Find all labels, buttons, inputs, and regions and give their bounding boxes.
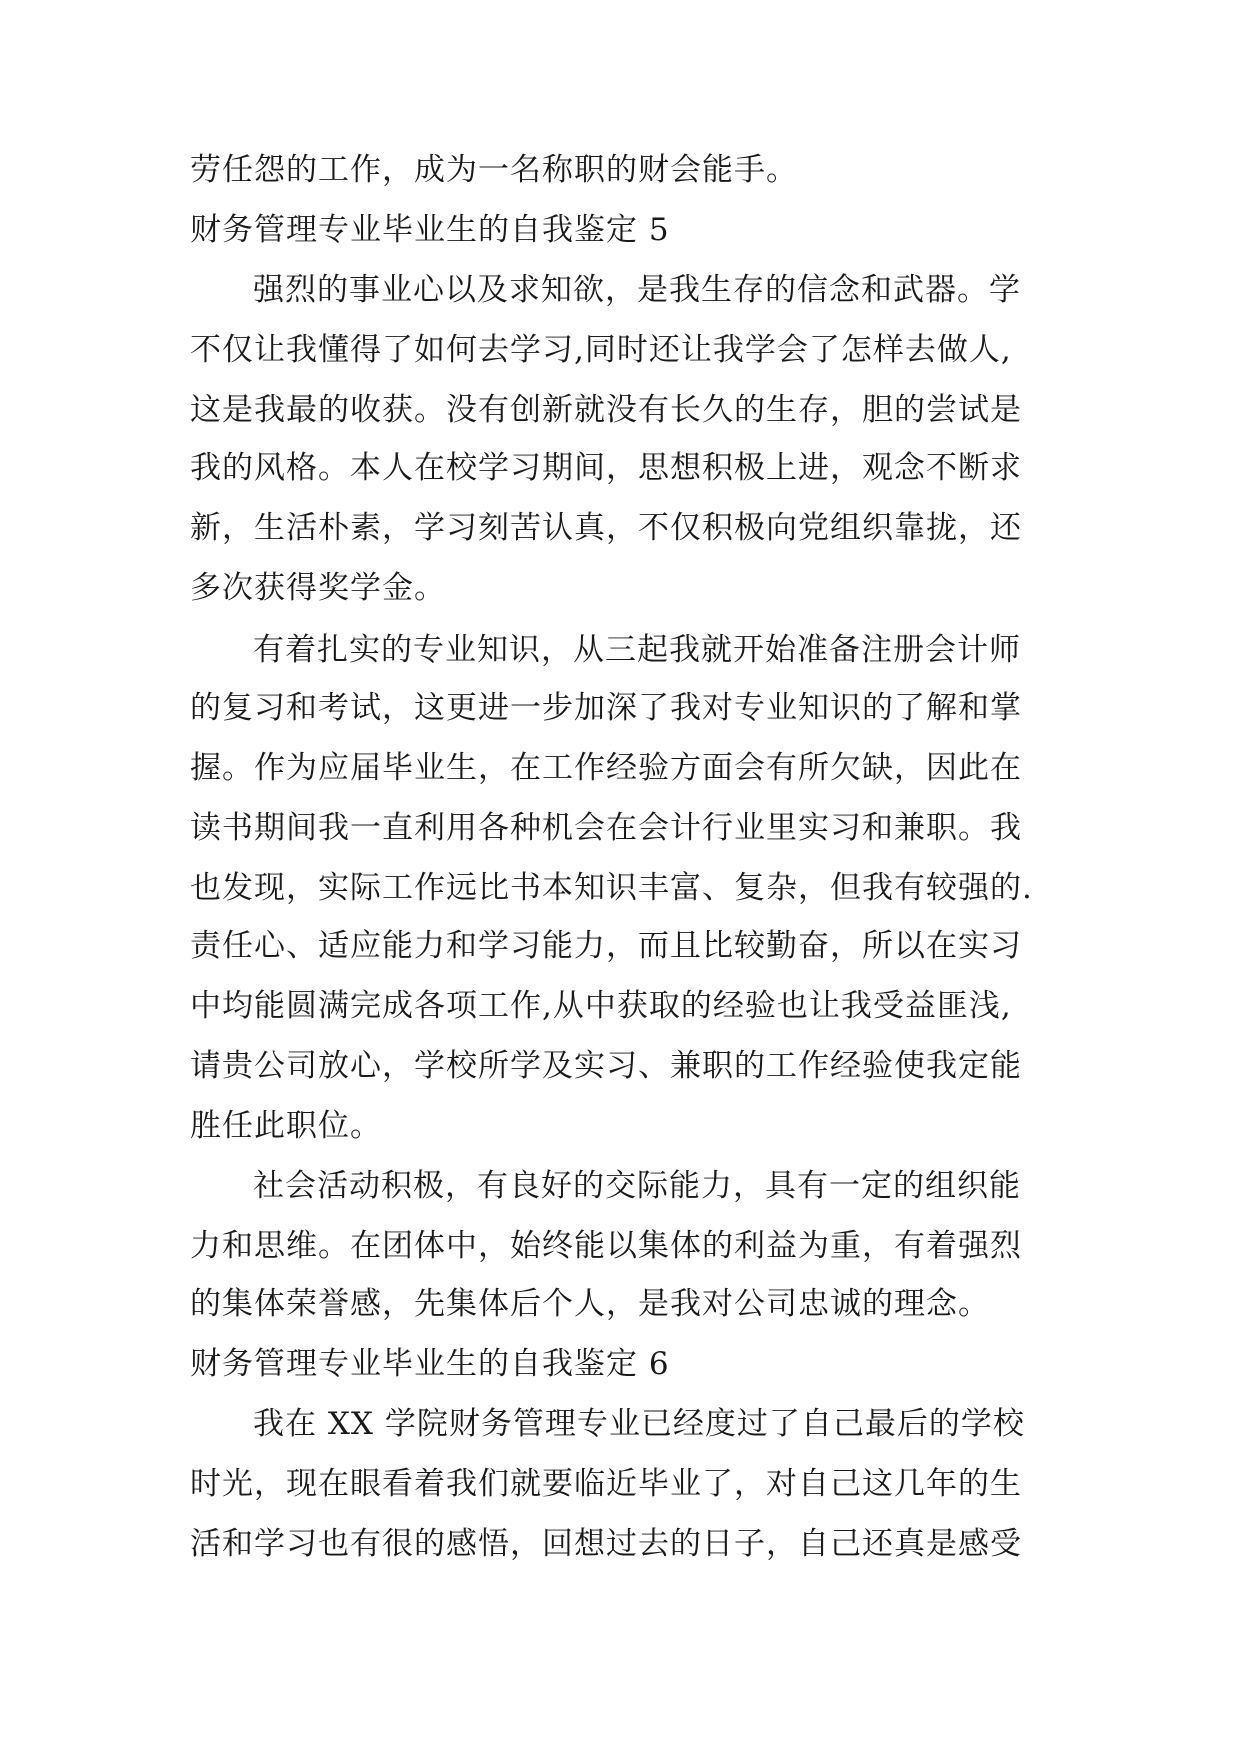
- text-line: 也发现，实际工作远比书本知识丰富、复杂，但我有较强的.: [190, 870, 1033, 906]
- text-line: 时光，现在眼看着我们就要临近毕业了，对自己这几年的生: [190, 1466, 1022, 1502]
- text-line: 握。作为应届毕业生，在工作经验方面会有所欠缺，因此在: [190, 750, 1022, 786]
- text-line: 读书期间我一直利用各种机会在会计行业里实习和兼职。我: [190, 810, 1022, 846]
- paragraph-first-line: 有着扎实的专业知识，从三起我就开始准备注册会计师: [253, 632, 1021, 668]
- text-line: 胜任此职位。: [190, 1108, 382, 1144]
- text-line: 我的风格。本人在校学习期间，思想积极上进，观念不断求: [190, 450, 1022, 486]
- text-line: 力和思维。在团体中，始终能以集体的利益为重，有着强烈: [190, 1228, 1022, 1264]
- text-line: 不仅让我懂得了如何去学习,同时还让我学会了怎样去做人,: [190, 332, 1012, 368]
- text-line: 劳任怨的工作，成为一名称职的财会能手。: [190, 152, 798, 188]
- text-line: 这是我最的收获。没有创新就没有长久的生存，胆的尝试是: [190, 392, 1022, 428]
- text-line: 新，生活朴素，学习刻苦认真，不仅积极向党组织靠拢，还: [190, 510, 1022, 546]
- text-line: 责任心、适应能力和学习能力，而且比较勤奋，所以在实习: [190, 928, 1022, 964]
- text-line: 活和学习也有很的感悟，回想过去的日子，自己还真是感受: [190, 1526, 1022, 1562]
- section-heading: 财务管理专业毕业生的自我鉴定 5: [190, 212, 670, 248]
- text-line: 多次获得奖学金。: [190, 570, 446, 606]
- text-line: 的复习和考试，这更进一步加深了我对专业知识的了解和掌: [190, 690, 1022, 726]
- text-line: 的集体荣誉感，先集体后个人，是我对公司忠诚的理念。: [190, 1286, 990, 1322]
- paragraph-first-line: 我在 XX 学院财务管理专业已经度过了自己最后的学校: [253, 1406, 1025, 1442]
- paragraph-first-line: 社会活动积极，有良好的交际能力，具有一定的组织能: [253, 1168, 1021, 1204]
- paragraph-first-line: 强烈的事业心以及求知欲，是我生存的信念和武器。学: [253, 272, 1021, 308]
- text-line: 请贵公司放心，学校所学及实习、兼职的工作经验使我定能: [190, 1048, 1022, 1084]
- section-heading: 财务管理专业毕业生的自我鉴定 6: [190, 1346, 670, 1382]
- text-line: 中均能圆满完成各项工作,从中获取的经验也让我受益匪浅,: [190, 988, 1012, 1024]
